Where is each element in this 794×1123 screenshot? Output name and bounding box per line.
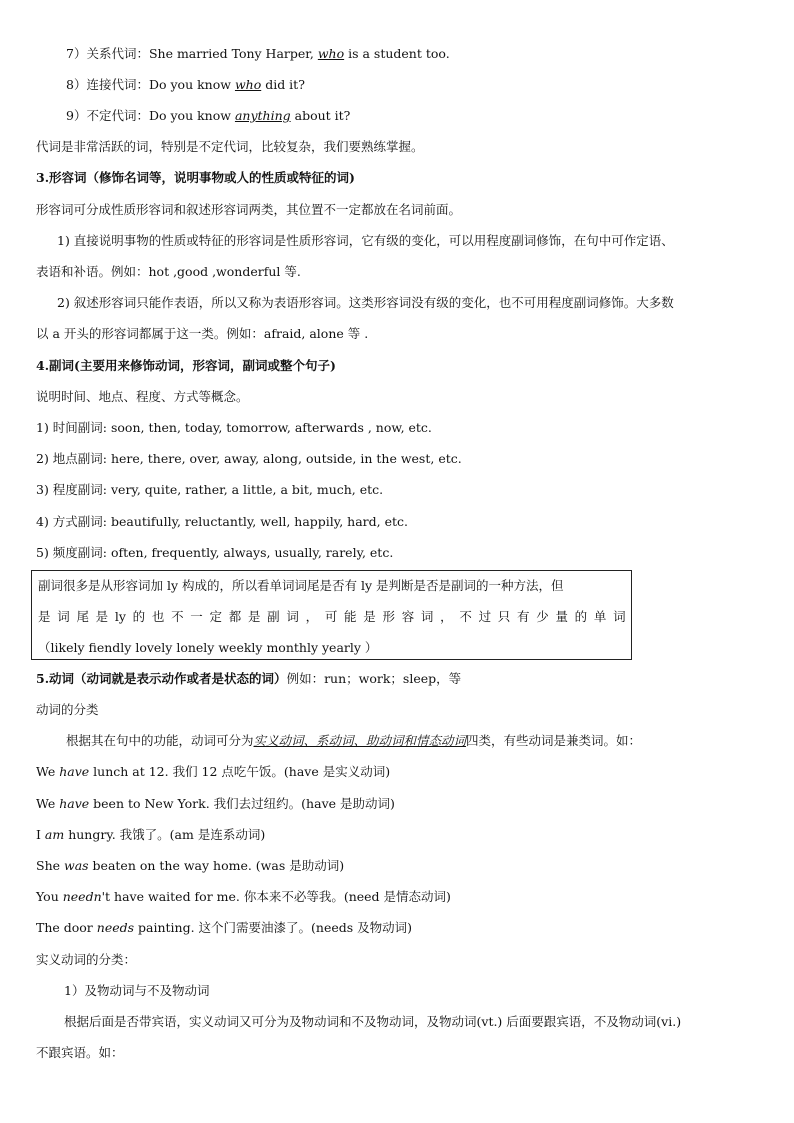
note-char: 只 <box>497 609 511 624</box>
example-text: beaten on the way home. (was 是助动词) <box>88 858 345 873</box>
note-char: 容 <box>401 609 415 624</box>
item-emphasis: anything <box>234 108 291 123</box>
example-emphasis: have <box>59 764 90 779</box>
verb-example <box>0 888 794 906</box>
verb-heading: 5.动词（动词就是表示动作或者是状态的词） <box>36 671 287 686</box>
pronoun-item-indefinite <box>0 107 794 125</box>
note-char: 过 <box>478 609 492 624</box>
adverb-item-time: 1) 时间副词: soon, then, today, tomorrow, afterwards , now, etc. <box>36 420 432 435</box>
adverb-item-frequency: 5) 频度副词: often, frequently, always, usually, rarely, etc. <box>36 545 394 560</box>
pronoun-summary: 代词是非常活跃的词，特别是不定代词，比较复杂，我们要熟练掌握。 <box>36 139 424 154</box>
note-char: 不 <box>171 609 184 624</box>
notional-sub1-line1: 根据后面是否带宾语，实义动词又可分为及物动词和不及物动词，及物动词(vt.) 后面要跟宾语，不及物动词(vi.) <box>64 1014 682 1029</box>
note-char: 是 <box>95 609 109 624</box>
note-char: 是 <box>363 609 376 624</box>
item-text: about it? <box>290 108 351 123</box>
example-text: You <box>36 889 63 904</box>
note-char: 是 <box>247 609 261 624</box>
func-prefix: 根据其在句中的功能，动词可分为 <box>66 733 254 748</box>
func-suffix: 四类，有些动词是兼类词。如： <box>466 733 642 748</box>
note-char: 词 <box>286 609 299 624</box>
note-line-3: （likely fiendly lovely lonely weekly monthly yearly ） <box>38 640 378 655</box>
item-text: Do you know <box>148 108 235 123</box>
verb-function-line <box>0 732 794 750</box>
notional-sub1: 1）及物动词与不及物动词 <box>64 983 210 998</box>
notional-verb-title: 实义动词的分类： <box>36 952 137 967</box>
func-emphasis: 实义动词、系动词、助动词和情态动词 <box>253 733 467 748</box>
note-char: 副 <box>267 609 280 624</box>
item-text: She married Tony Harper, <box>148 46 318 61</box>
adjective-heading: 3.形容词（修饰名词等，说明事物或人的性质或特征的词) <box>36 170 355 185</box>
notional-sub1-line2: 不跟宾语。如： <box>36 1045 124 1060</box>
verb-heading-tail: 例如：run；work；sleep，等 <box>286 671 462 686</box>
verb-example <box>0 763 794 781</box>
adverb-intro: 说明时间、地点、程度、方式等概念。 <box>36 389 249 404</box>
pronoun-item-relative <box>0 45 794 63</box>
note-char: 都 <box>228 609 242 624</box>
note-char: 不 <box>459 609 472 624</box>
adverb-heading: 4.副词(主要用来修饰动词，形容词，副词或整个句子) <box>36 358 336 373</box>
example-text: We <box>36 796 60 811</box>
note-char: 词 <box>420 609 434 624</box>
example-text: We <box>36 764 60 779</box>
adjective-point2-line1: 2) 叙述形容词只能作表语，所以又称为表语形容词。这类形容词没有级的变化，也不可用程度副词修饰。大多数 <box>57 295 674 310</box>
adverb-note-box <box>31 570 632 660</box>
verb-example <box>0 826 794 844</box>
verb-example <box>0 857 794 875</box>
example-text: The door <box>36 920 97 935</box>
adjective-intro: 形容词可分成性质形容词和叙述形容词两类，其位置不一定都放在名词前面。 <box>36 202 462 217</box>
adjective-point1-line1: 1) 直接说明事物的性质或特征的形容词是性质形容词，它有级的变化，可以用程度副词修饰，在句中可作定语、 <box>57 233 674 248</box>
example-text: She <box>36 858 64 873</box>
example-text: 't have waited for me. 你本来不必等我。(need 是情态动词) <box>101 889 451 904</box>
note-char: 形 <box>382 609 395 624</box>
item-text: Do you know <box>148 77 235 92</box>
pronoun-item-connective <box>0 76 794 94</box>
adverb-item-place: 2) 地点副词: here, there, over, away, along, outside, in the west, etc. <box>36 451 462 466</box>
item-prefix: 8）连接代词： <box>66 77 149 92</box>
note-char: 也 <box>151 609 165 624</box>
note-char: 可 <box>324 609 338 624</box>
item-prefix: 7）关系代词： <box>66 46 149 61</box>
example-text: I <box>36 827 45 842</box>
note-char: ly <box>114 609 126 624</box>
note-char: 单 <box>593 609 607 624</box>
example-text: lunch at 12. 我们 12 点吃午饭。(have 是实义动词) <box>89 764 391 779</box>
note-char: 尾 <box>76 609 89 624</box>
verb-heading-row <box>0 670 794 688</box>
note-char: 定 <box>209 609 223 624</box>
item-emphasis: who <box>317 46 345 61</box>
item-text: is a student too. <box>344 46 450 61</box>
verb-example <box>0 919 794 937</box>
adjective-point2-line2: 以 a 开头的形容词都属于这一类。例如：afraid, alone 等 . <box>36 326 369 341</box>
item-text: did it? <box>261 77 305 92</box>
item-prefix: 9）不定代词： <box>66 108 149 123</box>
adverb-item-degree: 3) 程度副词: very, quite, rather, a little, a bit, much, etc. <box>36 482 384 497</box>
note-char: 的 <box>574 609 588 624</box>
note-char: ， <box>440 609 453 624</box>
example-emphasis: needs <box>96 920 135 935</box>
note-line-2 <box>38 608 626 626</box>
note-line-1: 副词很多是从形容词加 ly 构成的，所以看单词词尾是否有 ly 是判断是否是副词的一种方法，但 <box>38 578 564 593</box>
adverb-item-manner: 4) 方式副词: beautifully, reluctantly, well, happily, hard, etc. <box>36 514 408 529</box>
item-emphasis: who <box>234 77 262 92</box>
note-char: 的 <box>132 609 146 624</box>
note-char: 词 <box>613 609 626 624</box>
note-char: 少 <box>536 609 549 624</box>
note-char: ， <box>305 609 319 624</box>
verb-classification: 动词的分类 <box>36 702 99 717</box>
example-emphasis: have <box>59 796 90 811</box>
verb-example <box>0 795 794 813</box>
note-char: 量 <box>555 609 568 624</box>
example-emphasis: was <box>64 858 89 873</box>
example-text: painting. 这个门需要油漆了。(needs 及物动词) <box>134 920 413 935</box>
example-emphasis: am <box>44 827 65 842</box>
example-text: been to New York. 我们去过纽约。(have 是助动词) <box>89 796 395 811</box>
example-emphasis: needn <box>62 889 102 904</box>
note-char: 能 <box>344 609 357 624</box>
note-char: 词 <box>57 609 70 624</box>
adjective-point1-line2: 表语和补语。例如：hot ,good ,wonderful 等. <box>36 264 301 279</box>
note-char: 是 <box>38 609 51 624</box>
note-char: 一 <box>190 609 203 624</box>
note-char: 有 <box>517 609 530 624</box>
example-text: hungry. 我饿了。(am 是连系动词) <box>64 827 266 842</box>
